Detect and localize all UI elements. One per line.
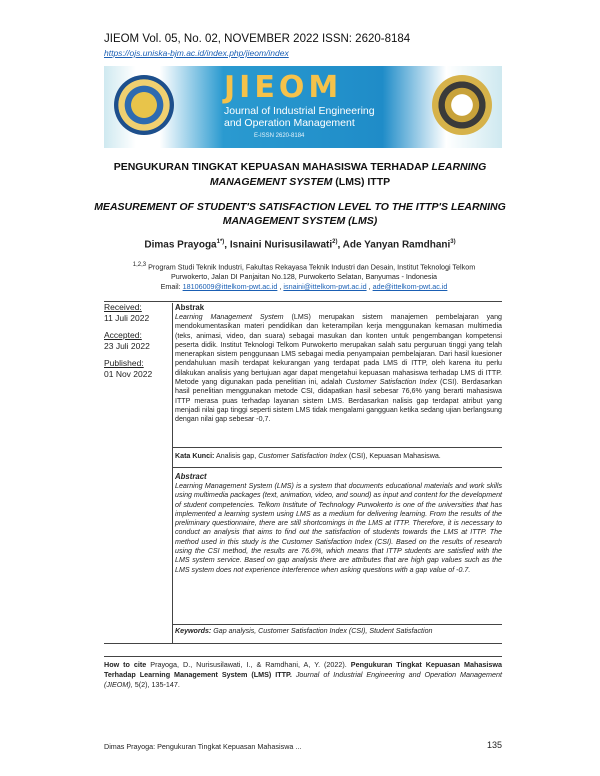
keywords: Keywords: Gap analysis, Customer Satisfaction Index (CSI), Student Satisfaction: [175, 627, 433, 635]
accepted-date: 23 Juli 2022: [104, 341, 150, 351]
divider: [172, 467, 502, 468]
page-number: 135: [486, 740, 502, 750]
abstrak-heading: Abstrak: [175, 303, 205, 312]
received-label: Received:: [104, 302, 142, 312]
running-title: Dimas Prayoga: Pengukuran Tingkat Kepuasan Mahasiswa ...: [104, 742, 302, 751]
author-name: Dimas Prayoga: [144, 239, 217, 251]
journal-header: JIEOM Vol. 05, No. 02, NOVEMBER 2022 ISSN: 2620-8184: [104, 33, 411, 45]
abstrak-body: Learning Management System (LMS) merupakan sistem manajemen pembelajaran yang mendokumentasikan materi pendidikan dan keterampilan kerja menggunakan kemasan multimedia (teks, animasi, video, dan suara) sebagai masukan dan konten untuk pengembangan kompetensi peserta didik. Institut Teknologi Telkom Purwokerto merupakan salah satu perguruan tinggi yang telah menerapkan sistem penggunaan LMS sebagai media penyampaian pembelajaran. Dari hasil kuesioner pendahuluan masih terdapat kekurangan yang terdapat pada LMS di ITTP, oleh karena itu perlu dilakukan analisis yang bertujuan agar dapat mengetahui kepuasan mahasiswa terhadap LMS di ITTP. Metode yang digunakan pada penelitian ini, adalah Customer Satisfaction Index (CSI). Berdasarkan hasil penelitian menggunakan metode CSI, didapatkan hasil sebesar 76,6% yang berarti mahasiswa ITTP merasa puas terhadap layanan sistem LMS. Berdasarkan nalisis gap terdapat atribut yang menjadi nilai gap tinggi seperti sistem LMS tidak mengalami gangguan ketika sedang ujian berlangsung dengan nilai gap sebesar -0,7.: [175, 313, 503, 424]
email-link[interactable]: ade@ittelkom-pwt.ac.id: [372, 282, 448, 292]
author-list: Dimas Prayoga$^{1*)}$, Isnaini Nurisusilawati$^{2)}$, Ade Yanyan Ramdhani$^{3)}$: [144, 239, 456, 251]
email-link[interactable]: isnaini@ittelkom-pwt.ac.id: [283, 282, 367, 292]
author-name: Isnaini Nurisusilawati: [229, 239, 333, 251]
accepted-label: Accepted:: [104, 330, 142, 340]
paper-title-english: MEASUREMENT OF STUDENT'S SATISFACTION LEVEL TO THE ITTP'S LEARNING MANAGEMENT SYSTEM (LMS): [94, 201, 506, 227]
abstract-heading: Abstract: [175, 472, 207, 481]
published-label: Published:: [104, 358, 144, 368]
divider: [104, 643, 502, 644]
banner-issn: E-ISSN 2620-8184: [254, 133, 305, 139]
email-link[interactable]: 18106009@ittelkom-pwt.ac.id: [182, 282, 278, 292]
published-date: 01 Nov 2022: [104, 369, 153, 379]
university-logo-icon: [114, 75, 174, 135]
article-dates: [104, 302, 170, 380]
abstract-body: Learning Management System (LMS) is a system that documents educational materials and work skills using multimedia packages (text, animation, video, and sound) as input and content for the development of student competencies. Telkom Institute of Technology Purwokerto is one of the universities that has implemented a learning system using LMS as a medium for delivering learning. From the results of the preliminary questionnaire, there are still shortcomings in the LMS at ITTP. Therefore, it is necessary to conduct an analysis that aims to find out the satisfaction of students towards the LMS at ITTP. The method used in this study is the Customer Satisfaction Index (CSI). Based on the results of research using the CSI method, the results are 76.6%, which means that ITTP students are satisfied with the LMS system service. Based on gap analysis there are attributes that are high gap values such as the LMS system does not experience interference when asking questions with a gap value of -0.7.: [175, 482, 502, 574]
journal-banner: [104, 66, 502, 148]
banner-title-line2: and Operation Management: [224, 117, 355, 129]
banner-acronym: JIEOM: [224, 70, 343, 105]
author-name: Ade Yanyan Ramdhani: [342, 239, 451, 251]
received-date: 11 Juli 2022: [104, 313, 150, 323]
banner-title-line1: Journal of Industrial Engineering: [224, 105, 375, 117]
faculty-seal-icon: [432, 75, 492, 135]
paper-title-indonesian: PENGUKURAN TINGKAT KEPUASAN MAHASISWA TERHADAP LEARNING MANAGEMENT SYSTEM (LMS) ITTP: [113, 161, 487, 188]
divider: [172, 624, 502, 625]
divider: [172, 303, 173, 643]
journal-url-link[interactable]: https://ojs.uniska-bjm.ac.id/index.php/jieom/index: [104, 48, 289, 58]
kata-kunci: Kata Kunci: Analisis gap, Customer Satisfaction Index (CSI), Kepuasan Mahasiswa.: [175, 452, 441, 460]
how-to-cite: How to cite Prayoga, D., Nurisusilawati, I., & Ramdhani, A, Y. (2022). Pengukuran Tingkat Kepuasan Mahasiswa Terhadap Learning Management System (LMS) ITTP. Journal of Industrial Engineering and Operation Management (JIEOM), 5(2), 135-147.: [104, 660, 502, 689]
divider: [104, 656, 502, 657]
affiliation: $^{1,2,3}$ Program Studi Teknik Industri, Fakultas Rekayasa Teknik Industri dan Desain, Institut Teknologi Telkom Purwokerto, Jalan DI Panjaitan No.128, Purwokerto Selatan, Banyumas - Indonesia Email: 18106009@ittelkom-pwt.ac.id , isnaini@ittelkom-pwt.ac.id , ade@ittelkom-pwt.ac.id: [132, 262, 476, 292]
divider: [172, 447, 502, 448]
